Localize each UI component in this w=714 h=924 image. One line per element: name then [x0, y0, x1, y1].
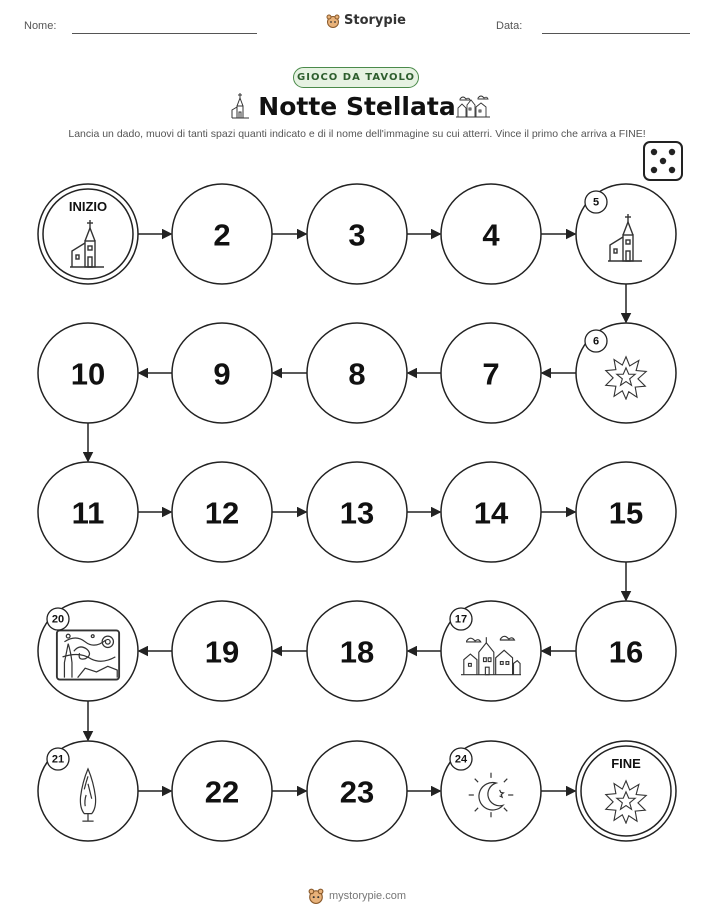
- cell-number: 5: [592, 196, 600, 209]
- board-cell-18: [307, 601, 407, 701]
- cell-number: 12: [204, 495, 240, 531]
- cell-number: 16: [608, 634, 644, 670]
- cell-number: 23: [339, 774, 375, 810]
- board-cell-11: [38, 462, 138, 562]
- board-cell-3: [307, 184, 407, 284]
- cell-number: 14: [473, 495, 509, 531]
- cell-number: 15: [608, 495, 644, 531]
- cell-number: 17: [454, 613, 468, 626]
- date-label: Data:: [496, 20, 523, 32]
- mascot-icon: [308, 888, 324, 904]
- board-cell-8: [307, 323, 407, 423]
- footer: [0, 888, 714, 904]
- game-type-badge: GIOCO DA TAVOLO: [293, 67, 419, 88]
- page-title: Notte Stellata: [258, 92, 456, 121]
- board-cell-12: [172, 462, 272, 562]
- board-cell-20: [38, 601, 138, 701]
- cell-number: 2: [213, 217, 231, 253]
- board-cell-17: [441, 601, 541, 701]
- board-cell-15: [576, 462, 676, 562]
- cell-number: 8: [348, 356, 366, 392]
- board-cell-4: [441, 184, 541, 284]
- cell-number: 11: [71, 495, 105, 531]
- board-cell-2: [172, 184, 272, 284]
- cell-label: INIZIO: [68, 199, 108, 214]
- cell-number: 19: [204, 634, 240, 670]
- board-cell-24: [441, 741, 541, 841]
- board-cell-7: [441, 323, 541, 423]
- finish-cell: [576, 741, 676, 841]
- cell-number: 20: [51, 613, 65, 626]
- board-cell-21: [38, 741, 138, 841]
- cell-number: 13: [339, 495, 375, 531]
- cell-number: 24: [454, 753, 468, 766]
- cell-label: FINE: [611, 756, 641, 771]
- cell-number: 3: [348, 217, 366, 253]
- board-cell-5: [576, 184, 676, 284]
- board-cells: [38, 184, 676, 841]
- board-cell-10: [38, 323, 138, 423]
- cell-number: 10: [70, 356, 106, 392]
- footer-url: mystorypie.com: [328, 890, 407, 902]
- name-label: Nome:: [24, 20, 57, 32]
- board-cell-23: [307, 741, 407, 841]
- cell-number: 6: [592, 335, 600, 348]
- start-cell: [38, 184, 138, 284]
- cell-number: 4: [482, 217, 500, 253]
- cell-number: 9: [213, 356, 231, 392]
- cell-number: 7: [482, 356, 500, 392]
- board-cell-13: [307, 462, 407, 562]
- board-cell-16: [576, 601, 676, 701]
- board-cell-9: [172, 323, 272, 423]
- cell-number: 22: [204, 774, 240, 810]
- board-cell-22: [172, 741, 272, 841]
- brand-name: Storypie: [344, 13, 406, 28]
- cell-number: 21: [51, 753, 65, 766]
- instructions: Lancia un dado, muovi di tanti spazi quanti indicato e di il nome dell'immagine su cui atterri. Vince il primo che arriva a FINE!: [68, 128, 646, 140]
- board-cell-19: [172, 601, 272, 701]
- board-cell-6: [576, 323, 676, 423]
- cell-number: 18: [339, 634, 375, 670]
- board-cell-14: [441, 462, 541, 562]
